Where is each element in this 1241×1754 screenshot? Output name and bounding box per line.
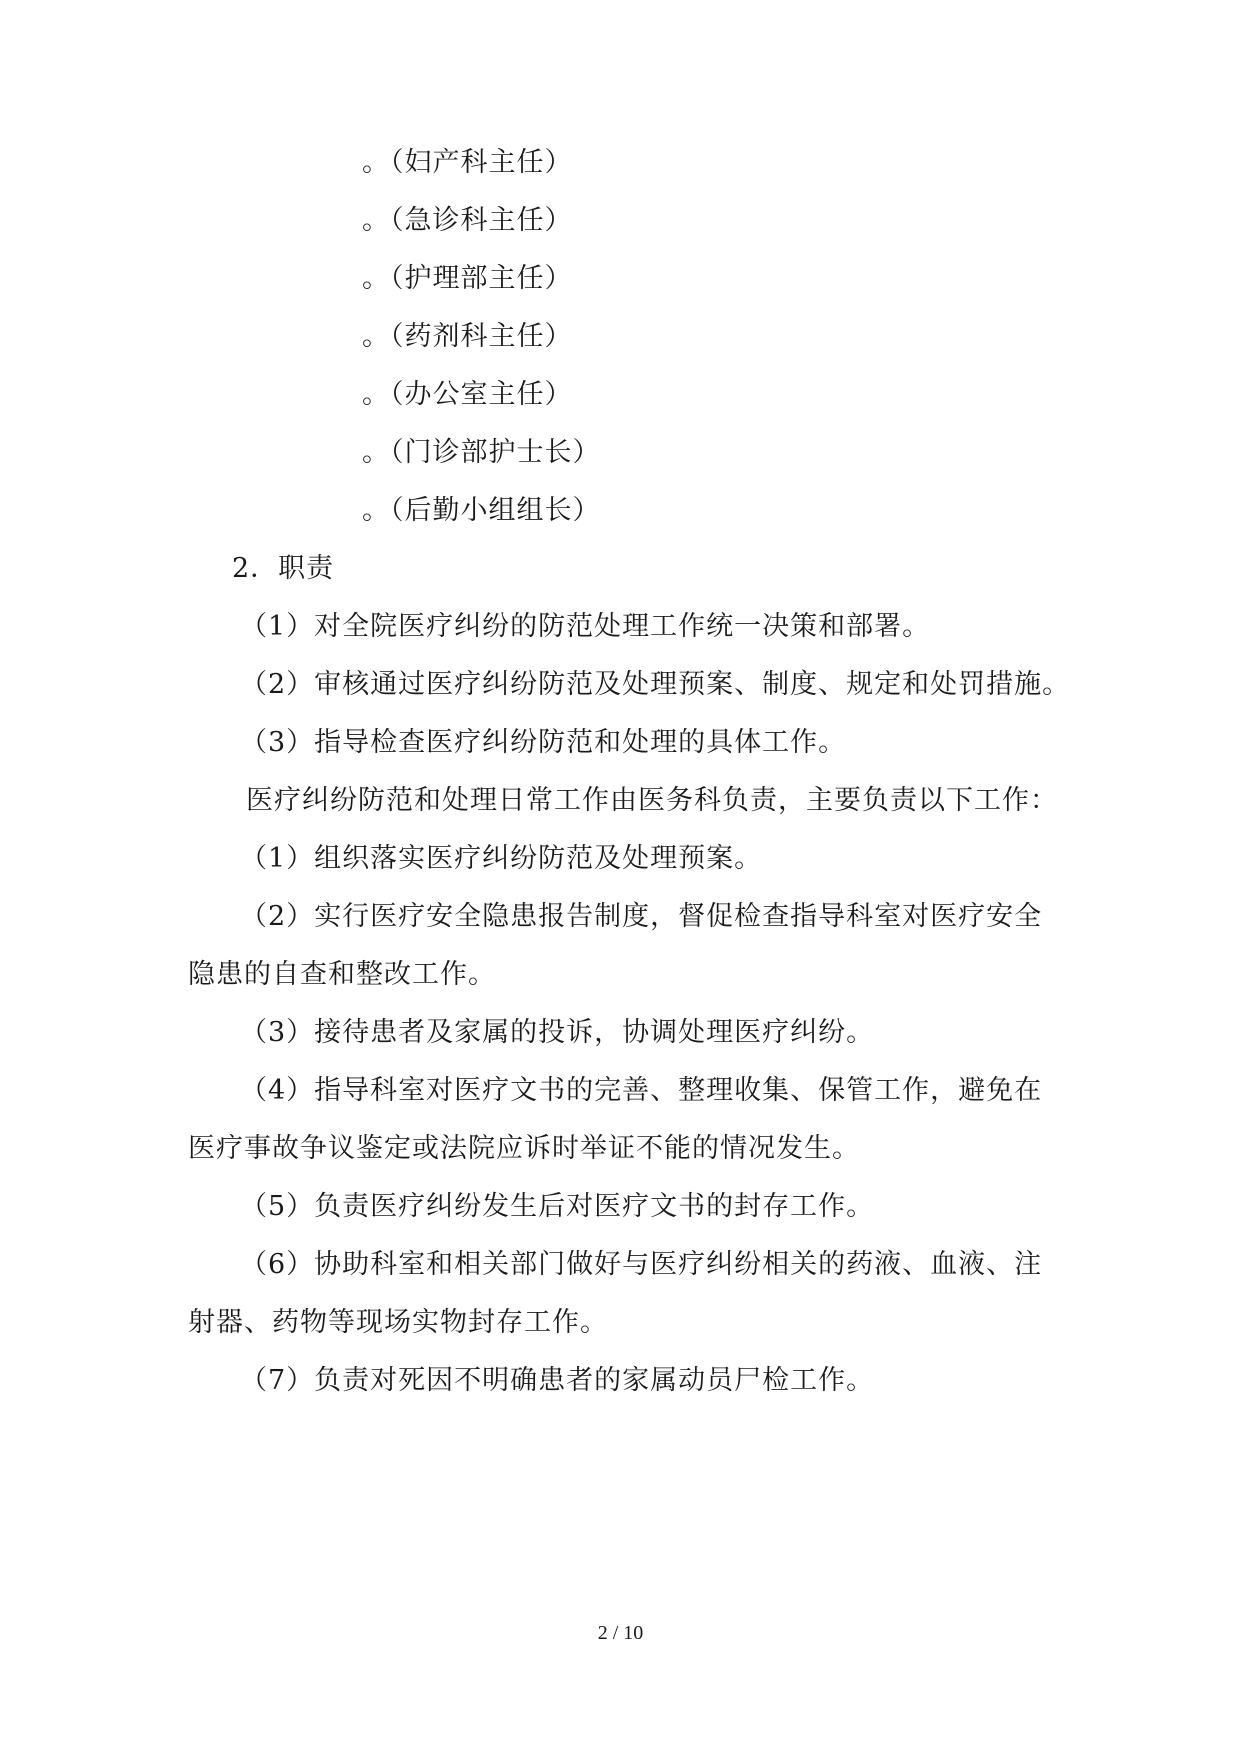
member-line: 。（办公室主任）: [362, 379, 573, 410]
member-line: 。（护理部主任）: [362, 263, 573, 294]
task-item-continuation: 射器、药物等现场实物封存工作。: [188, 1307, 608, 1338]
intro-paragraph: 医疗纠纷防范和处理日常工作由医务科负责，主要负责以下工作：: [246, 785, 1058, 816]
section-heading: 2．职责: [232, 553, 335, 584]
task-item: （4）指导科室对医疗文书的完善、整理收集、保管工作，避免在: [240, 1075, 1043, 1106]
task-item: （1）组织落实医疗纠纷防范及处理预案。: [240, 843, 763, 874]
member-line: 。（急诊科主任）: [362, 205, 573, 236]
task-item-continuation: 医疗事故争议鉴定或法院应诉时举证不能的情况发生。: [188, 1133, 860, 1164]
member-line: 。（门诊部护士长）: [362, 437, 601, 468]
task-item: （7）负责对死因不明确患者的家属动员尸检工作。: [240, 1365, 875, 1396]
member-line: 。（妇产科主任）: [362, 147, 573, 178]
task-item: （2）实行医疗安全隐患报告制度，督促检查指导科室对医疗安全: [240, 901, 1043, 932]
task-item: （3）接待患者及家属的投诉，协调处理医疗纠纷。: [240, 1017, 875, 1048]
task-item: （5）负责医疗纠纷发生后对医疗文书的封存工作。: [240, 1191, 875, 1222]
task-item: （6）协助科室和相关部门做好与医疗纠纷相关的药液、血液、注: [240, 1249, 1043, 1280]
member-line: 。（药剂科主任）: [362, 321, 573, 352]
duty-item: （3）指导检查医疗纠纷防范和处理的具体工作。: [240, 727, 847, 758]
duty-item: （1）对全院医疗纠纷的防范处理工作统一决策和部署。: [240, 611, 931, 642]
page-number: 2 / 10: [597, 1622, 644, 1644]
task-item-continuation: 隐患的自查和整改工作。: [188, 959, 496, 990]
duty-item: （2）审核通过医疗纠纷防范及处理预案、制度、规定和处罚措施。: [240, 669, 1071, 700]
member-line: 。（后勤小组组长）: [362, 495, 601, 526]
